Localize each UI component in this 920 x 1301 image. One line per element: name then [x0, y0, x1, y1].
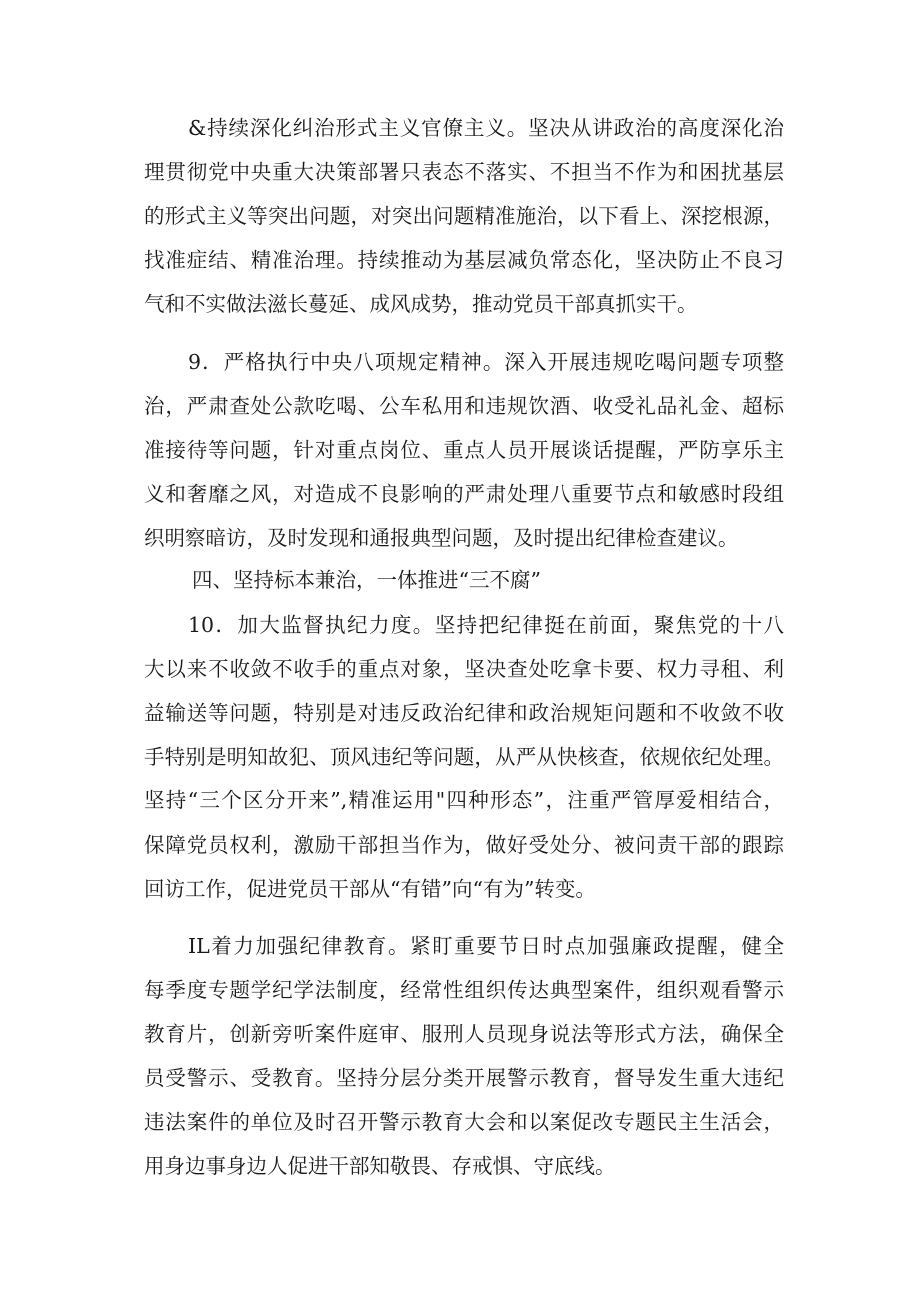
- text-line: 理贯彻党中央重大决策部署只表态不落实、不担当不作为和困扰基层: [144, 160, 784, 184]
- text-line: 10．加大监督执纪力度。坚持把纪律挺在前面，聚焦党的十八: [188, 613, 784, 637]
- text-line: 益输送等问题，特别是对违反政治纪律和政治规矩问题和不收敛不收: [144, 701, 784, 725]
- text-line: 回访工作，促进党员干部从“有错”向“有为”转变。: [144, 877, 596, 901]
- text-line: 手特别是明知故犯、顶风违纪等问题，从严从快核查，依规依纪处理。: [144, 745, 784, 769]
- text-line: 坚持“三个区分开来”,精准运用"四种形态”，注重严管厚爱相结合，: [144, 788, 784, 812]
- text-line: IL着力加强纪律教育。紧盯重要节日时点加强廉政提醒，健全: [188, 934, 784, 958]
- text-line: 四、坚持标本兼治，一体推进“三不腐”: [192, 568, 541, 592]
- text-line: 每季度专题学纪学法制度，经常性组织传达典型案件，组织观看警示: [144, 978, 784, 1002]
- text-line: &持续深化纠治形式主义官僚主义。坚决从讲政治的高度深化治: [188, 116, 784, 140]
- text-line: 大以来不收敛不收手的重点对象，坚决查处吃拿卡要、权力寻租、利: [144, 657, 784, 681]
- text-line: 用身边事身边人促进干部知敬畏、存戒惧、守底线。: [144, 1154, 616, 1178]
- text-line: 治，严肃查处公款吃喝、公车私用和违规饮酒、收受礼品礼金、超标: [144, 394, 784, 418]
- text-line: 员受警示、受教育。坚持分层分类开展警示教育，督导发生重大违纪: [144, 1066, 784, 1090]
- text-line: 找准症结、精准治理。持续推动为基层减负常态化，坚决防止不良习: [144, 248, 784, 272]
- text-line: 违法案件的单位及时召开警示教育大会和以案促改专题民主生活会，: [144, 1110, 784, 1134]
- text-line: 教育片，创新旁听案件庭审、服刑人员现身说法等形式方法，确保全: [144, 1022, 784, 1046]
- text-line: 的形式主义等突出问题，对突出问题精准施治，以下看上、深挖根源，: [144, 204, 784, 228]
- text-line: 准接待等问题，针对重点岗位、重点人员开展谈话提醒，严防享乐主: [144, 438, 784, 462]
- text-line: 气和不实做法滋长蔓延、成风成势，推动党员干部真抓实干。: [144, 292, 698, 316]
- text-line: 织明察暗访，及时发现和通报典型问题，及时提出纪律检查建议。: [144, 526, 739, 550]
- text-line: 保障党员权利，激励干部担当作为，做好受处分、被问责干部的跟踪: [144, 833, 784, 857]
- text-line: 义和奢靡之风，对造成不良影响的严肃处理八重要节点和敏感时段组: [144, 482, 784, 506]
- text-line: 9．严格执行中央八项规定精神。深入开展违规吃喝问题专项整: [188, 350, 784, 374]
